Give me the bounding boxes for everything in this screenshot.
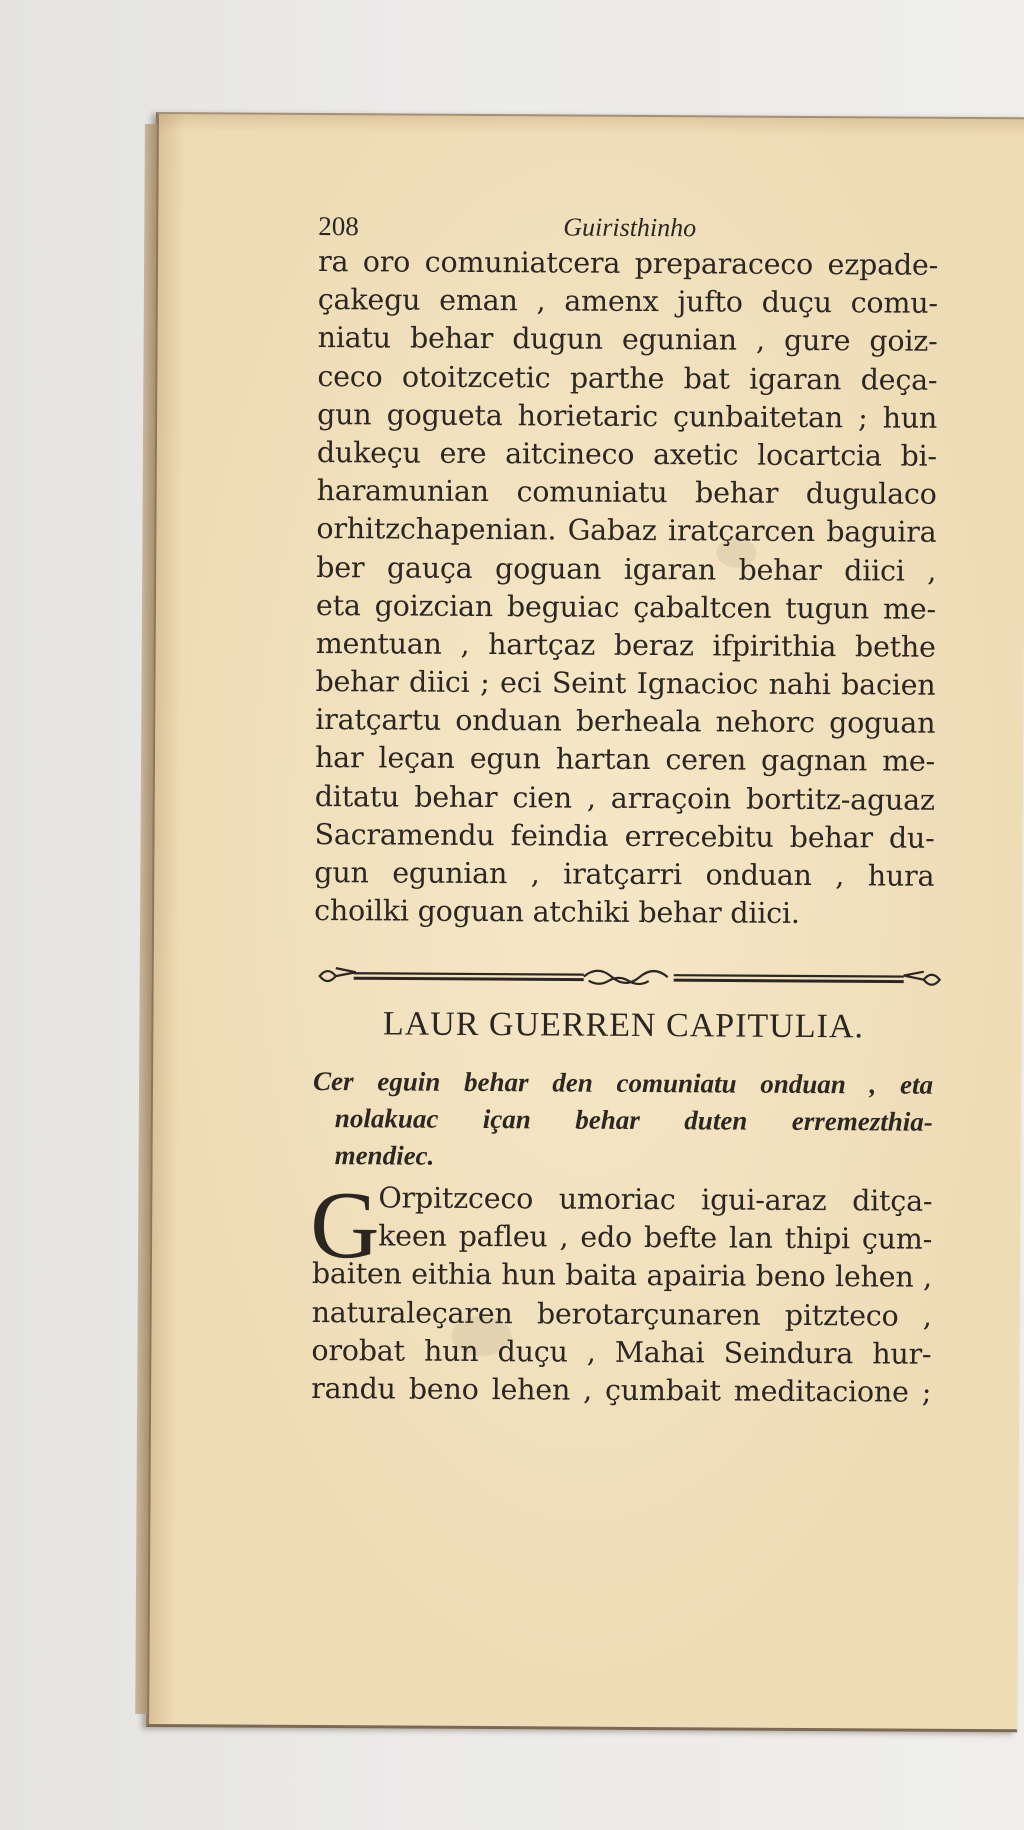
text-line: dukeçu ere aitcineco axetic locartcia bi- bbox=[316, 435, 938, 473]
text-line: choilki goguan atchiki behar diici. bbox=[314, 894, 800, 931]
text-line: haramunian comuniatu behar dugulaco bbox=[316, 474, 937, 511]
text-line: keen pafleu , edo befte lan thipi çum- bbox=[378, 1219, 933, 1256]
paragraph bbox=[309, 1170, 933, 1412]
chapter-heading: LAUR GUERREN CAPITULIA. bbox=[382, 1005, 865, 1046]
body-text bbox=[314, 243, 938, 934]
drop-cap: G bbox=[309, 1170, 380, 1279]
text-line: randu beno lehen , çumbait meditacione ; bbox=[311, 1371, 932, 1409]
text-line: ditatu behar cien , arraçoin bortitz-aguaz bbox=[314, 779, 935, 817]
text-line: çakegu eman , amenx jufto duçu comu- bbox=[317, 283, 938, 320]
text-line: naturaleçaren berotarçunaren pitzteco , bbox=[311, 1295, 932, 1333]
summary-line: Cer eguin behar den comuniatu onduan , eta bbox=[312, 1065, 934, 1100]
summary-line: nolakuac içan behar duten erremezthia- bbox=[334, 1103, 933, 1137]
text-line: orobat hun duçu , Mahai Seindura hur- bbox=[311, 1333, 932, 1371]
text-line: eta goizcian beguiac çabaltcen tugun me- bbox=[315, 588, 937, 626]
text-line: baiten eithia hun baita apairia beno lehen , bbox=[311, 1257, 932, 1295]
text-line: Orpitzceco umoriac igui-araz ditça- bbox=[378, 1181, 933, 1218]
summary-line: mendiec. bbox=[334, 1140, 435, 1171]
text-line: gun gogueta horietaric çunbaitetan ; hun bbox=[317, 397, 938, 435]
text-line: behar diici ; eci Seint Ignacioc nahi bacien bbox=[315, 665, 936, 702]
ornament-rule bbox=[314, 961, 946, 995]
text-line: niatu behar dugun egunian , gure goiz- bbox=[317, 321, 938, 359]
page-number: 208 bbox=[318, 210, 359, 242]
text-line: mentuan , hartçaz beraz ifpirithia bethe bbox=[315, 626, 936, 664]
text-line: har leçan egun hartan ceren gagnan me- bbox=[314, 741, 936, 779]
text-line: iratçartu onduan berheala nehorc goguan bbox=[315, 703, 936, 741]
text-line: Sacramendu feindia errecebitu behar du- bbox=[314, 817, 935, 855]
chapter-summary bbox=[313, 1063, 934, 1178]
text-block bbox=[309, 115, 959, 1409]
running-title: Guiristhinho bbox=[563, 212, 697, 243]
text-line: gun egunian , iratçarri onduan , hura bbox=[314, 855, 935, 893]
text-line: ber gauça goguan igaran behar diici , bbox=[316, 550, 937, 588]
text-line: orhitzchapenian. Gabaz iratçarcen baguira bbox=[316, 512, 937, 550]
text-line: ra oro comuniatcera preparaceco ezpade- bbox=[317, 244, 939, 282]
book-page bbox=[146, 112, 1024, 1732]
text-line: ceco otoitzcetic parthe bat igaran deça- bbox=[317, 359, 938, 397]
